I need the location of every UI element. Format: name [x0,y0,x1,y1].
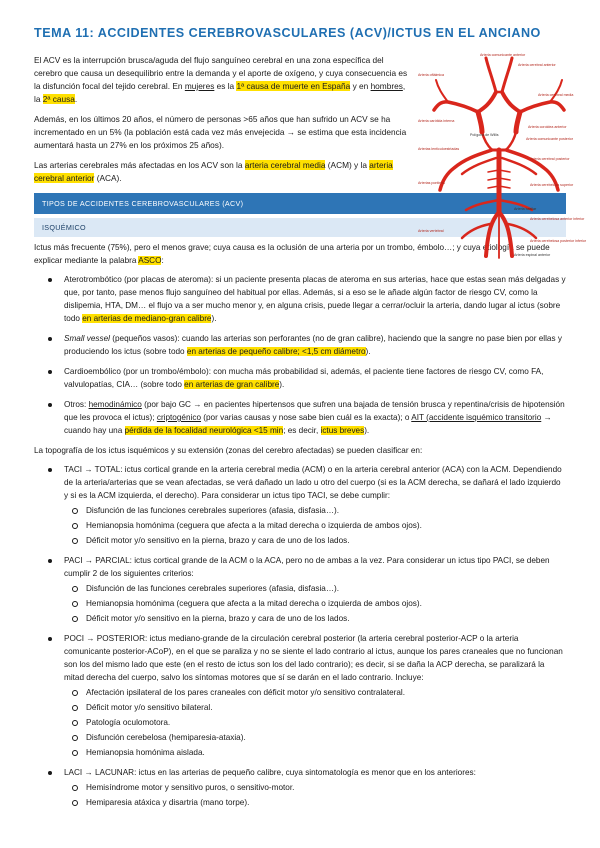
criteria-item: Disfunción de las funciones cerebrales superiores (afasia, disfasia…). [64,582,566,595]
intro-highlight-acm: arteria cerebral media [244,160,326,170]
paci-text: PACI → PARCIAL: ictus cortical grande de la ACM o la ACA, pero no de ambas a la vez. Para considerar un ictus tipo PACI, se deben cumplir 2 de los siguientes criterios: [64,556,550,578]
list-item-cardioembolico [34,365,566,391]
label-choroid: Arteria coroidea anterior [528,125,567,129]
criteria-item: Patología oculomotora. [64,716,566,729]
item-text: (pequeños vasos): cuando las arterias son perforantes (no de gran calibre), haciendo que la sangre no pase bien por ellas y produciendo los ictus (sobre todo [64,334,562,356]
item-text: ). [365,347,371,356]
circle-of-willis-illustration [418,52,587,260]
item-term: Small vessel [64,334,110,343]
item-text: (por bajo GC → en pacientes hipertensos que sufren una bajada de tensión brusca y repentina/crisis de hipotensión que les provoca el ictus); [64,400,565,422]
intro-text: (ACA). [94,173,122,183]
intro-highlight-aca: arteria cerebral anterior [34,160,393,183]
taci-criteria [64,504,566,547]
label-lenticulo: Arterias lenticuloestriadas [418,147,460,151]
item-text: ). [364,426,370,435]
section-header-tipos: TIPOS DE ACCIDENTES CEREBROVASCULARES (ACV) [34,193,566,214]
label-pica: Arteria cerebelosa posterior inferior [530,239,587,243]
lead-text: Ictus más frecuente (75%), pero el menos grave; cuya causa es la oclusión de una arteria por un trombo, émbolo…; y cuya etiología se puede explicar mediante la palabra [34,243,550,265]
lead-text: : [161,256,164,265]
topografia-list [34,463,566,809]
label-vert: Arteria vertebral [418,229,444,233]
label-basilar: Arteria basilar [514,207,537,211]
intro-text: es la [214,81,237,91]
list-item-aterotrombotico [34,273,566,325]
subsection-header-isquemico: ISQUÉMICO [34,218,566,237]
list-item-laci [34,766,566,809]
item-text: (por varias causas y nose sabe bien cuál es la exacta); o [201,413,412,422]
list-item-taci [34,463,566,547]
list-item-poci [34,632,566,759]
asco-list [34,273,566,437]
intro-paragraph-arteries [34,159,410,185]
criteria-item: Déficit motor y/o sensitivo bilateral. [64,701,566,714]
criteria-item: Hemisíndrome motor y sensitivo puros, o sensitivo-motor. [64,781,566,794]
label-ica: Arteria carótida interna [418,119,455,123]
criteria-item: Afectación ipsilateral de los pares craneales con déficit motor y/o sensitivo contralateral. [64,686,566,699]
item-text: ). [279,380,285,389]
label-spinal: Arteria espinal anterior [514,253,551,257]
circle-of-willis-figure [418,52,587,260]
intro-highlight-first-cause: 1ª causa de muerte en España [236,81,351,91]
document-title: TEMA 11: ACCIDENTES CEREBROVASCULARES (ACV)/ICTUS EN EL ANCIANO [34,26,541,40]
criteria-item: Hemianopsia homónima aislada. [64,746,566,759]
item-term: hemodinámico [88,400,142,409]
lead-asco: ASCO [138,256,162,265]
criteria-item: Disfunción de las funciones cerebrales superiores (afasia, disfasia…). [64,504,566,517]
criteria-item: Déficit motor y/o sensitivo en la pierna, brazo y cara de uno de los lados. [64,612,566,625]
intro-text: El ACV es la interrupción brusca/aguda del flujo sanguíneo cerebral en una zona específica del cerebro que causa un desequilibrio entre la demanda y el aporte de oxígeno, y cuya consecuencia es la disfunción focal del tejido cerebral. En [34,55,408,91]
label-pca: Arteria cerebral posterior [530,157,570,161]
label-aca: Arteria cerebral anterior [518,63,556,67]
intro-text: , la [34,81,406,104]
paci-criteria [64,582,566,625]
list-item-small-vessel [34,332,566,358]
item-highlight: ictus breves [320,426,365,435]
list-item-otros [34,398,566,437]
list-item-paci [34,554,566,625]
criteria-item: Hemianopsia homónima (ceguera que afecta a la mitad derecha o izquierda de ambos ojos). [64,597,566,610]
label-sca: Arteria cerebelosa superior [530,183,574,187]
intro-text: . [74,94,78,104]
label-acm: Arteria cerebral media [538,93,574,97]
item-text: Aterotrombótico (por placas de ateroma): si un paciente presenta placas de ateroma en sus arterias, hace que estas sean más delgadas y que, por tanto, pase menos flujo sanguíneo del habitual por ellas. Además, si a eso se le añade algún factor de riesgo CV, como la dislipemia, HTA, DM… el flujo va a ser mucho menor y, en alguna crisis, puede llegar a cerrar/ocluir la arteria, dando lugar al ictus (sobre todo [64,275,566,323]
item-term: criptogénico [156,413,201,422]
label-pontine: Arterias pontinas [418,181,445,185]
laci-criteria [64,781,566,809]
item-highlight: en arterias de pequeño calibre; <1,5 cm diámetro [186,347,366,356]
item-highlight: en arterias de mediano-gran calibre [82,314,212,323]
label-ophth: Arteria oftálmica [418,73,444,77]
intro-paragraph-incidence: Además, en los últimos 20 años, el número de personas >65 años que han sufrido un ACV se ha incrementado en un 5% (la población está cada vez más envejecida → se estima que esta incidencia aumentará hasta un 27% en los próximos 25 años). [34,114,407,150]
item-term: AIT (accidente isquémico transitorio [411,413,542,422]
intro-text: (ACM) y la [325,160,370,170]
topografia-lead: La topografía de los ictus isquémicos y su extensión (zonas del cerebro afectadas) se pueden clasificar en: [34,446,423,455]
label-aica: Arteria cerebelosa anterior inferior [530,217,585,221]
label-acom: Arteria comunicante anterior [480,53,526,57]
intro-men: hombres [370,81,403,91]
laci-text: LACI → LACUNAR: ictus en las arterias de pequeño calibre, cuya sintomatología es menor que en los anteriores: [64,768,476,777]
poci-criteria [64,686,566,759]
item-text: ). [211,314,217,323]
item-highlight: pérdida de la focalidad neurológica <15 min [124,426,284,435]
intro-section [34,54,410,185]
taci-text: TACI → TOTAL: ictus cortical grande en la arteria cerebral media (ACM) o en la arteria cerebral anterior (ACA) con la ACM. Dependiendo de la arteria/arterias que se vean afectadas, se verá dañado un lado u otro del cuerpo (si es la ACM derecha, se dañará el lado izquierdo y si es la ACM izquierda, el derecho). Para considerar un ictus tipo TACI, se debe cumplir: [64,465,562,500]
intro-text: y en [350,81,371,91]
item-text: → cuando hay una [64,413,552,435]
item-highlight: en arterias de gran calibre [184,380,280,389]
criteria-item: Hemiparesia atáxica y disartria (mano torpe). [64,796,566,809]
poci-text: POCI → POSTERIOR: ictus mediano-grande de la circulación cerebral posterior (la arteria cerebral posterior-ACP o la arteria comunicante posterior-ACoP), en el que se paraliza y no se siente el lado contrario al ictus, aunque los pares craneales que no funcionan son los del mismo lado que este (en el resto de ictus son los del lado contrario); es decir, si se daña la ACP derecha, se paralizará la mitad derecha del cuerpo, salvo los síntomas motores que sí se darán en el lado contrario. Incluye: [64,634,563,682]
item-text: ; es decir, [283,426,321,435]
label-pcom: Arteria comunicante posterior [526,137,573,141]
intro-text: Las arterias cerebrales más afectadas en los ACV son la [34,160,245,170]
intro-women: mujeres [184,81,215,91]
criteria-item: Déficit motor y/o sensitivo en la pierna, brazo y cara de uno de los lados. [64,534,566,547]
isquemico-body [34,241,566,809]
label-polygon: Polígono de Willis [470,133,499,137]
criteria-item: Hemianopsia homónima (ceguera que afecta a la mitad derecha o izquierda de ambos ojos). [64,519,566,532]
item-text: Cardioembólico (por un trombo/émbolo): con mucha más probabilidad si, además, el paciente tiene factores de riesgo CV, como FA, valvulopatías, CIA… (sobre todo [64,367,544,389]
item-text: Otros: [64,400,89,409]
intro-paragraph-definition [34,54,410,106]
criteria-item: Disfunción cerebelosa (hemiparesia-ataxia). [64,731,566,744]
intro-highlight-second-cause: 2ª causa [42,94,75,104]
